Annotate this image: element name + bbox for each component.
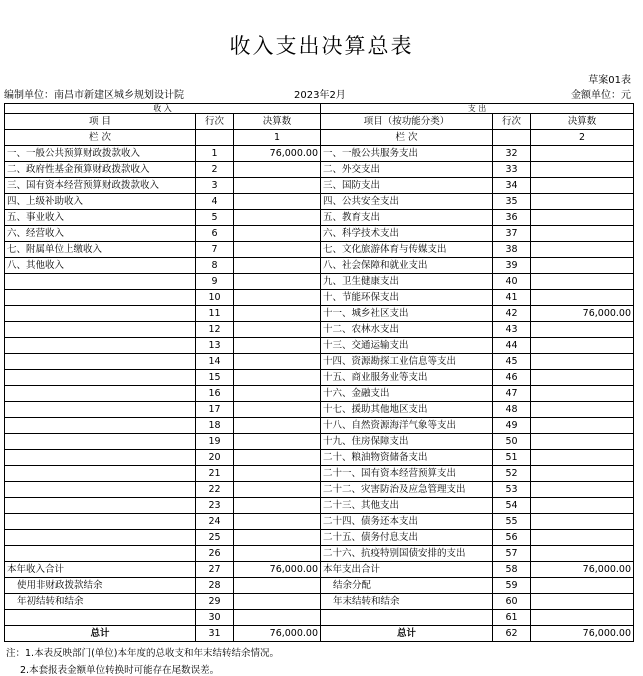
section-header-row: [5, 104, 634, 114]
expense-row-no-cell: 49: [493, 418, 531, 434]
expense-amount-cell: [531, 162, 634, 178]
income-row-no-cell: 23: [196, 498, 234, 514]
income-item-cell: [5, 386, 196, 402]
income-row-no-cell: 18: [196, 418, 234, 434]
table-row: [5, 530, 634, 546]
income-item-cell: 一、一般公共预算财政拨款收入: [5, 146, 196, 162]
expense-item-cell: 二十二、灾害防治及应急管理支出: [321, 482, 493, 498]
income-item-cell: 五、事业收入: [5, 210, 196, 226]
income-section-header: 收 入: [5, 104, 321, 114]
table-row: [5, 562, 634, 578]
expense-amount-cell: [531, 434, 634, 450]
income-row-no-cell: 10: [196, 290, 234, 306]
table-row: [5, 418, 634, 434]
income-amount-cell: [234, 242, 321, 258]
income-item-cell: 二、政府性基金预算财政拨款收入: [5, 162, 196, 178]
expense-item-cell: 十二、农林水支出: [321, 322, 493, 338]
form-code: 草案01表: [588, 75, 631, 86]
expense-row-no-cell: 52: [493, 466, 531, 482]
expense-amount-header: 决算数: [531, 114, 634, 130]
income-amount-cell: [234, 530, 321, 546]
expense-item-cell: 十七、援助其他地区支出: [321, 402, 493, 418]
income-item-cell: [5, 322, 196, 338]
expense-row-no-cell: 55: [493, 514, 531, 530]
table-row: [5, 258, 634, 274]
expense-item-cell: 五、教育支出: [321, 210, 493, 226]
expense-row-no-cell: 38: [493, 242, 531, 258]
table-row: [5, 306, 634, 322]
expense-item-cell: 总计: [321, 626, 493, 642]
expense-item-cell: 二、外交支出: [321, 162, 493, 178]
expense-item-cell: 结余分配: [321, 578, 493, 594]
expense-row-no-cell: 51: [493, 450, 531, 466]
expense-item-cell: 九、卫生健康支出: [321, 274, 493, 290]
column-label-row: [5, 130, 634, 146]
expense-section-header: 支 出: [321, 104, 634, 114]
income-item-cell: [5, 274, 196, 290]
expense-amount-cell: [531, 242, 634, 258]
income-row-no-cell: 4: [196, 194, 234, 210]
expense-row-no-cell: 62: [493, 626, 531, 642]
income-row-no-cell: 14: [196, 354, 234, 370]
expense-amount-cell: [531, 178, 634, 194]
income-item-cell: [5, 514, 196, 530]
expense-amount-cell: [531, 594, 634, 610]
income-amount-cell: [234, 306, 321, 322]
table-row: [5, 290, 634, 306]
expense-amount-cell: [531, 226, 634, 242]
table-row: [5, 578, 634, 594]
expense-amount-cell: 76,000.00: [531, 306, 634, 322]
income-row-no-cell: 26: [196, 546, 234, 562]
table-row: [5, 482, 634, 498]
expense-item-cell: 二十一、国有资本经营预算支出: [321, 466, 493, 482]
expense-amount-cell: [531, 402, 634, 418]
income-item-cell: 六、经营收入: [5, 226, 196, 242]
income-row-no-cell: 11: [196, 306, 234, 322]
income-item-cell: [5, 290, 196, 306]
table-row: [5, 338, 634, 354]
income-row-no-header: 行次: [196, 114, 234, 130]
expense-item-cell: 十三、交通运输支出: [321, 338, 493, 354]
income-row-no-cell: 9: [196, 274, 234, 290]
expense-row-no-cell: 44: [493, 338, 531, 354]
expense-amount-cell: 76,000.00: [531, 562, 634, 578]
income-amount-cell: [234, 258, 321, 274]
income-amount-cell: [234, 354, 321, 370]
income-item-cell: 四、上级补助收入: [5, 194, 196, 210]
income-row-no-cell: 16: [196, 386, 234, 402]
table-row: [5, 610, 634, 626]
expense-amount-cell: [531, 514, 634, 530]
income-amount-cell: [234, 498, 321, 514]
expense-row-no-cell: 43: [493, 322, 531, 338]
table-row: [5, 498, 634, 514]
expense-row-no-cell: 46: [493, 370, 531, 386]
income-row-no-cell: 7: [196, 242, 234, 258]
income-item-cell: [5, 546, 196, 562]
expense-item-cell: 一、一般公共服务支出: [321, 146, 493, 162]
expense-row-no-cell: 58: [493, 562, 531, 578]
income-row-no-cell: 17: [196, 402, 234, 418]
expense-row-no-cell: 47: [493, 386, 531, 402]
income-item-cell: 总计: [5, 626, 196, 642]
income-amount-cell: 76,000.00: [234, 146, 321, 162]
report-title: 收入支出决算总表: [229, 34, 414, 58]
income-amount-cell: [234, 370, 321, 386]
income-amount-cell: [234, 322, 321, 338]
income-amount-cell: [234, 290, 321, 306]
expense-amount-label: 2: [531, 130, 634, 146]
table-row: [5, 402, 634, 418]
expense-item-cell: 年末结转和结余: [321, 594, 493, 610]
expense-amount-cell: [531, 274, 634, 290]
table-row: [5, 546, 634, 562]
income-amount-cell: [234, 546, 321, 562]
expense-row-no-cell: 50: [493, 434, 531, 450]
income-row-no-cell: 8: [196, 258, 234, 274]
expense-amount-cell: [531, 498, 634, 514]
expense-row-no-cell: 35: [493, 194, 531, 210]
income-row-no-cell: 13: [196, 338, 234, 354]
expense-item-cell: 三、国防支出: [321, 178, 493, 194]
income-item-cell: 年初结转和结余: [5, 594, 196, 610]
expense-item-cell: [321, 610, 493, 626]
income-amount-cell: [234, 338, 321, 354]
income-item-cell: [5, 482, 196, 498]
income-amount-cell: [234, 418, 321, 434]
income-item-cell: 三、国有资本经营预算财政拨款收入: [5, 178, 196, 194]
table-row: [5, 626, 634, 642]
income-item-cell: [5, 498, 196, 514]
table-row: [5, 450, 634, 466]
expense-item-cell: 十、节能环保支出: [321, 290, 493, 306]
expense-amount-cell: [531, 354, 634, 370]
table-body: [5, 104, 634, 642]
expense-amount-cell: [531, 370, 634, 386]
expense-amount-cell: [531, 338, 634, 354]
income-row-no-cell: 2: [196, 162, 234, 178]
expense-row-no-cell: 61: [493, 610, 531, 626]
income-amount-cell: [234, 450, 321, 466]
table-row: [5, 354, 634, 370]
income-amount-cell: [234, 226, 321, 242]
expense-item-cell: 二十六、抗疫特别国债安排的支出: [321, 546, 493, 562]
expense-amount-cell: [531, 466, 634, 482]
table-row: [5, 162, 634, 178]
income-amount-cell: 76,000.00: [234, 562, 321, 578]
income-amount-cell: [234, 178, 321, 194]
expense-row-no-cell: 53: [493, 482, 531, 498]
income-row-no-cell: 3: [196, 178, 234, 194]
reporting-unit: 编制单位：南昌市新建区城乡规划设计院: [4, 90, 184, 101]
income-amount-cell: [234, 194, 321, 210]
income-row-no-cell: 15: [196, 370, 234, 386]
income-item-cell: [5, 450, 196, 466]
expense-row-no-cell: 42: [493, 306, 531, 322]
expense-amount-cell: [531, 578, 634, 594]
income-item-cell: [5, 306, 196, 322]
expense-item-cell: 十九、住房保障支出: [321, 434, 493, 450]
income-item-cell: [5, 402, 196, 418]
table-row: [5, 514, 634, 530]
income-amount-cell: [234, 274, 321, 290]
expense-amount-cell: [531, 450, 634, 466]
income-amount-cell: [234, 210, 321, 226]
footnote-1: 注：1.本表反映部门(单位)本年度的总收支和年末结转结余情况。: [6, 648, 279, 659]
expense-row-no-cell: 40: [493, 274, 531, 290]
income-row-no-cell: 12: [196, 322, 234, 338]
expense-amount-cell: [531, 386, 634, 402]
income-item-cell: 本年收入合计: [5, 562, 196, 578]
expense-item-cell: 二十、粮油物资储备支出: [321, 450, 493, 466]
income-row-no-cell: 31: [196, 626, 234, 642]
expense-row-no-cell: 37: [493, 226, 531, 242]
income-item-cell: [5, 418, 196, 434]
income-amount-cell: [234, 610, 321, 626]
table-row: [5, 594, 634, 610]
expense-label-no-cell: [493, 130, 531, 146]
income-row-no-cell: 6: [196, 226, 234, 242]
income-item-cell: 七、附属单位上缴收入: [5, 242, 196, 258]
expense-row-no-cell: 56: [493, 530, 531, 546]
income-row-no-cell: 21: [196, 466, 234, 482]
expense-row-no-cell: 59: [493, 578, 531, 594]
expense-amount-cell: [531, 258, 634, 274]
expense-amount-cell: [531, 482, 634, 498]
table-row: [5, 226, 634, 242]
income-item-cell: [5, 354, 196, 370]
expense-amount-cell: [531, 290, 634, 306]
expense-row-no-cell: 34: [493, 178, 531, 194]
income-row-no-cell: 30: [196, 610, 234, 626]
income-row-no-cell: 25: [196, 530, 234, 546]
expense-row-no-cell: 41: [493, 290, 531, 306]
expense-item-cell: 八、社会保障和就业支出: [321, 258, 493, 274]
expense-amount-cell: [531, 610, 634, 626]
income-amount-cell: [234, 162, 321, 178]
income-row-no-cell: 1: [196, 146, 234, 162]
expense-amount-cell: [531, 418, 634, 434]
expense-amount-cell: [531, 146, 634, 162]
expense-row-no-cell: 48: [493, 402, 531, 418]
income-item-cell: 八、其他收入: [5, 258, 196, 274]
expense-row-no-cell: 39: [493, 258, 531, 274]
income-row-no-cell: 27: [196, 562, 234, 578]
expense-row-no-cell: 60: [493, 594, 531, 610]
table-row: [5, 370, 634, 386]
table-row: [5, 146, 634, 162]
income-item-cell: [5, 434, 196, 450]
expense-row-no-cell: 33: [493, 162, 531, 178]
table-row: [5, 434, 634, 450]
income-amount-cell: [234, 514, 321, 530]
income-amount-cell: [234, 386, 321, 402]
expense-item-cell: 二十四、债务还本支出: [321, 514, 493, 530]
income-row-no-cell: 19: [196, 434, 234, 450]
expense-row-no-header: 行次: [493, 114, 531, 130]
income-amount-cell: [234, 578, 321, 594]
table-row: [5, 274, 634, 290]
table-row: [5, 322, 634, 338]
income-item-header: 项 目: [5, 114, 196, 130]
income-amount-cell: [234, 466, 321, 482]
income-amount-label: 1: [234, 130, 321, 146]
income-amount-header: 决算数: [234, 114, 321, 130]
income-row-no-cell: 29: [196, 594, 234, 610]
expense-amount-cell: [531, 194, 634, 210]
expense-item-header: 项目（按功能分类）: [321, 114, 493, 130]
expense-item-cell: 十八、自然资源海洋气象等支出: [321, 418, 493, 434]
income-item-cell: [5, 610, 196, 626]
table-row: [5, 210, 634, 226]
income-item-cell: [5, 466, 196, 482]
table-row: [5, 466, 634, 482]
income-amount-cell: 76,000.00: [234, 626, 321, 642]
report-period: 2023年2月: [294, 90, 346, 101]
currency-unit: 金额单位：元: [571, 90, 631, 101]
income-item-cell: 使用非财政拨款结余: [5, 578, 196, 594]
expense-label-cell: 栏 次: [321, 130, 493, 146]
footnote-2: 2.本套报表金额单位转换时可能存在尾数误差。: [20, 665, 220, 676]
income-amount-cell: [234, 434, 321, 450]
income-row-no-cell: 24: [196, 514, 234, 530]
expense-item-cell: 十五、商业服务业等支出: [321, 370, 493, 386]
expense-item-cell: 十六、金融支出: [321, 386, 493, 402]
income-row-no-cell: 22: [196, 482, 234, 498]
income-row-no-cell: 5: [196, 210, 234, 226]
expense-item-cell: 二十三、其他支出: [321, 498, 493, 514]
expense-amount-cell: [531, 546, 634, 562]
income-item-cell: [5, 530, 196, 546]
income-label-no-cell: [196, 130, 234, 146]
expense-item-cell: 六、科学技术支出: [321, 226, 493, 242]
expense-item-cell: 二十五、债务付息支出: [321, 530, 493, 546]
expense-row-no-cell: 32: [493, 146, 531, 162]
income-row-no-cell: 28: [196, 578, 234, 594]
table-row: [5, 194, 634, 210]
expense-row-no-cell: 54: [493, 498, 531, 514]
income-expense-table: [4, 103, 634, 642]
expense-row-no-cell: 57: [493, 546, 531, 562]
income-item-cell: [5, 338, 196, 354]
expense-item-cell: 四、公共安全支出: [321, 194, 493, 210]
income-item-cell: [5, 370, 196, 386]
income-amount-cell: [234, 402, 321, 418]
expense-item-cell: 十一、城乡社区支出: [321, 306, 493, 322]
expense-amount-cell: [531, 530, 634, 546]
expense-item-cell: 七、文化旅游体育与传媒支出: [321, 242, 493, 258]
expense-amount-cell: [531, 210, 634, 226]
expense-item-cell: 本年支出合计: [321, 562, 493, 578]
expense-row-no-cell: 45: [493, 354, 531, 370]
expense-item-cell: 十四、资源勘探工业信息等支出: [321, 354, 493, 370]
column-header-row: [5, 114, 634, 130]
income-row-no-cell: 20: [196, 450, 234, 466]
table-row: [5, 178, 634, 194]
income-amount-cell: [234, 594, 321, 610]
expense-amount-cell: 76,000.00: [531, 626, 634, 642]
income-amount-cell: [234, 482, 321, 498]
expense-row-no-cell: 36: [493, 210, 531, 226]
expense-amount-cell: [531, 322, 634, 338]
income-label-cell: 栏 次: [5, 130, 196, 146]
table-row: [5, 242, 634, 258]
table-row: [5, 386, 634, 402]
